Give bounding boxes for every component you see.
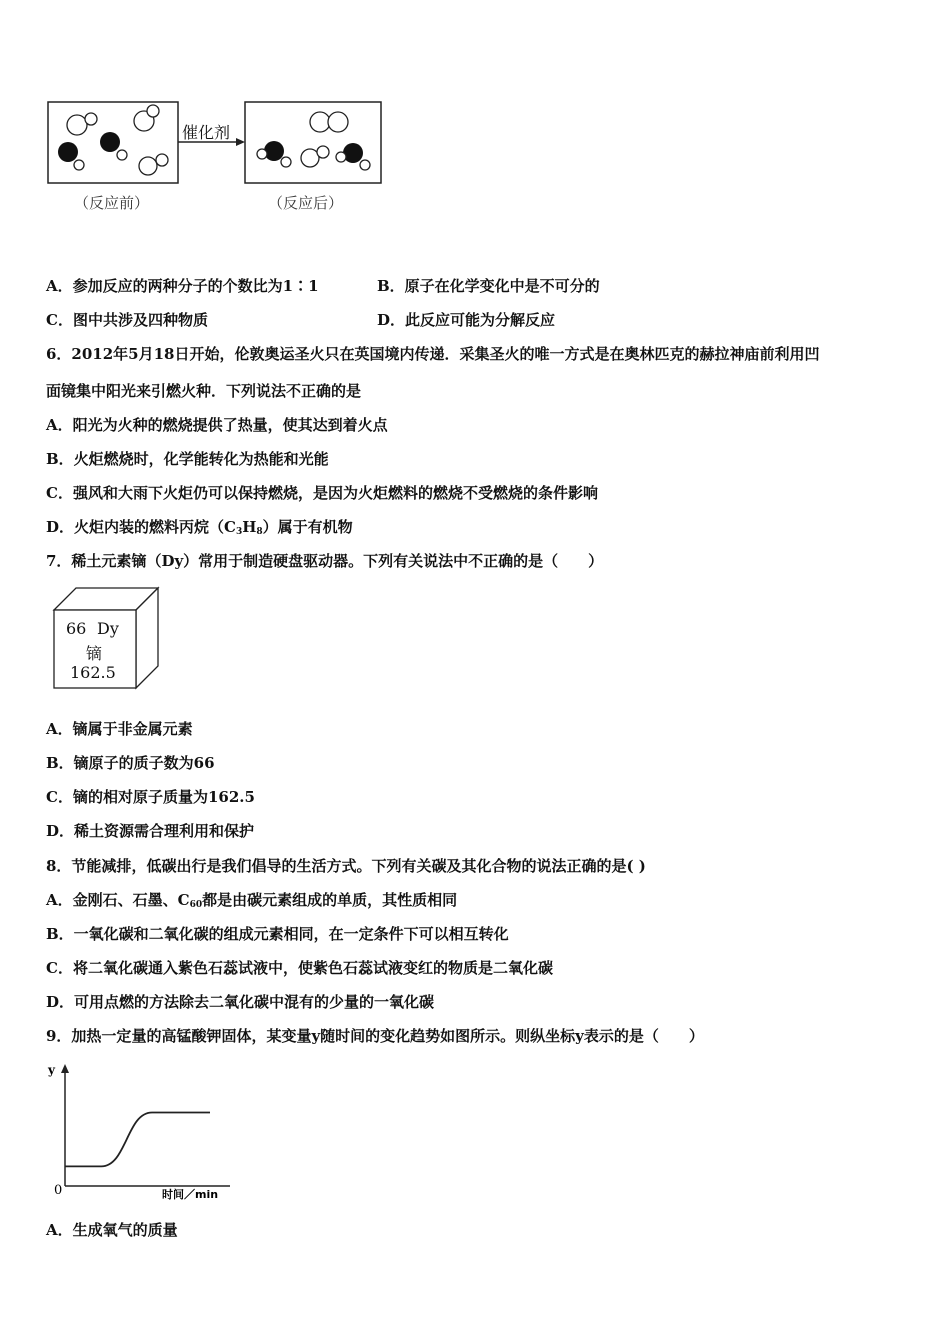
white-atom: [301, 149, 319, 167]
white-atom: [139, 157, 157, 175]
q7-option-b: B．镝原子的质子数为66: [46, 754, 215, 772]
white-atom: [85, 113, 97, 125]
element-mass: 162.5: [70, 663, 116, 682]
q8-option-a: [46, 890, 457, 915]
element-number: 66: [66, 619, 87, 638]
element-symbol: Dy: [97, 619, 119, 638]
q6-option-c: C．强风和大雨下火炬仍可以保持燃烧，是因为火炬燃料的燃烧不受燃烧的条件影响: [46, 484, 598, 502]
x-axis-label: 时间／min: [162, 1188, 219, 1201]
white-atom: [317, 146, 329, 158]
q7-option-a: A．镝属于非金属元素: [46, 720, 193, 738]
q9-stem: 9．加热一定量的高锰酸钾固体，某变量y随时间的变化趋势如图所示。则纵坐标y表示的是（ ）: [46, 1027, 704, 1045]
black-atom: [58, 142, 78, 162]
white-atom: [310, 112, 330, 132]
caption-before: （反应前）: [74, 194, 150, 212]
white-atom: [336, 152, 346, 162]
q5-option-a: A．参加反应的两种分子的个数比为1∶1: [46, 277, 319, 295]
q9-option-a: A．生成氧气的质量: [46, 1221, 178, 1239]
white-atom: [74, 160, 84, 170]
black-atom: [100, 132, 120, 152]
element-name: 镝: [86, 644, 103, 663]
q6-stem-line1: 6．2012年5月18日开始，伦敦奥运圣火只在英国境内传递．采集圣火的唯一方式是在奥林匹克的赫拉神庙前利用凹: [46, 345, 820, 363]
q5-option-b: B．原子在化学变化中是不可分的: [377, 277, 600, 295]
q6-sub-8: 8: [256, 527, 263, 537]
y-axis-label: y: [48, 1063, 55, 1077]
q6-option-a: A．阳光为火种的燃烧提供了热量，使其达到着火点: [46, 416, 388, 434]
q5-option-d: D．此反应可能为分解反应: [377, 311, 556, 329]
q8-option-b: B．一氧化碳和二氧化碳的组成元素相同，在一定条件下可以相互转化: [46, 925, 509, 943]
q8-option-c: C．将二氧化碳通入紫色石蕊试液中，使紫色石蕊试液变红的物质是二氧化碳: [46, 959, 553, 977]
q6-option-d-post: ）属于有机物: [262, 518, 353, 536]
catalyst-label: 催化剂: [182, 123, 231, 142]
q7-option-d: D．稀土资源需合理利用和保护: [46, 822, 255, 840]
q8-option-d: D．可用点燃的方法除去二氧化碳中混有的少量的一氧化碳: [46, 993, 435, 1011]
q6-option-b: B．火炬燃烧时，化学能转化为热能和光能: [46, 450, 329, 468]
q6-sub-3: 3: [235, 527, 243, 537]
black-atom: [264, 141, 284, 161]
white-atom: [156, 154, 168, 166]
q8-option-a-post: 都是由碳元素组成的单质，其性质相同: [202, 891, 458, 909]
q6-option-d-mid: H: [242, 518, 257, 536]
white-atom: [281, 157, 291, 167]
series-line: [65, 1113, 210, 1167]
y-axis-arrow-icon: [61, 1064, 69, 1073]
white-atom: [147, 105, 159, 117]
q6-stem-line2: 面镜集中阳光来引燃火种．下列说法不正确的是: [46, 382, 362, 400]
white-atom: [360, 160, 370, 170]
q7-stem: 7．稀土元素镝（Dy）常用于制造硬盘驱动器。下列有关说法中不正确的是（ ）: [46, 552, 604, 570]
white-atom: [117, 150, 127, 160]
q8-option-a-pre: A．金刚石、石墨、C: [46, 891, 190, 909]
q6-option-d-pre: D．火炬内装的燃料丙烷（C: [46, 518, 236, 536]
q5-option-c: C．图中共涉及四种物质: [46, 311, 208, 329]
q9-chart: [40, 1058, 240, 1203]
white-atom: [67, 115, 87, 135]
q7-option-c: C．镝的相对原子质量为162.5: [46, 788, 255, 806]
arrow-head-icon: [236, 138, 245, 146]
white-atom: [257, 149, 267, 159]
origin-label: 0: [54, 1183, 63, 1198]
black-atom: [343, 143, 363, 163]
caption-after: （反应后）: [268, 194, 344, 212]
q6-option-d: [46, 517, 353, 542]
q8-sub-60: 60: [189, 900, 203, 910]
white-atom: [328, 112, 348, 132]
q8-stem: 8．节能减排，低碳出行是我们倡导的生活方式。下列有关碳及其化合物的说法正确的是( ): [46, 857, 646, 875]
